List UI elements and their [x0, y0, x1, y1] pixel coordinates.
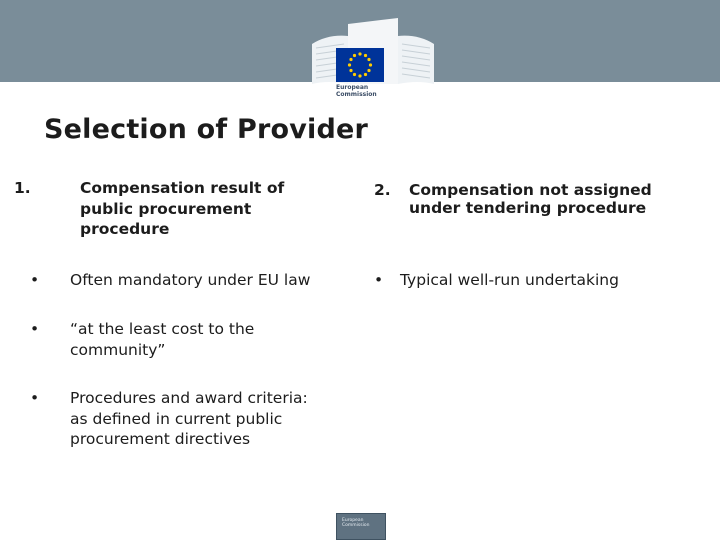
logo-caption-line1: European	[336, 84, 369, 91]
left-column-heading-line: Compensation result of	[80, 179, 285, 197]
right-column-number: 2.	[374, 181, 391, 199]
page-title: Selection of Provider	[44, 114, 369, 145]
footer-commission-badge	[336, 513, 386, 540]
left-column-heading	[14, 178, 334, 242]
list-item-text: community”	[70, 340, 166, 359]
list-item	[374, 270, 694, 292]
list-item	[30, 388, 350, 452]
right-column-heading-line: Compensation not assigned	[409, 181, 652, 199]
left-column-number: 1.	[14, 179, 31, 197]
logo-caption	[336, 84, 396, 98]
logo-caption-line2: Commission	[336, 91, 377, 98]
list-item-text: Often mandatory under EU law	[70, 271, 311, 289]
footer-badge-text: European Commission	[342, 518, 370, 528]
list-item-text: “at the least cost to the	[70, 320, 255, 338]
list-item	[30, 270, 340, 292]
right-column-heading	[374, 180, 704, 222]
list-item-text: as defined in current public	[70, 409, 283, 428]
list-item-text: Typical well-run undertaking	[400, 271, 619, 289]
bullet-marker: •	[30, 389, 40, 407]
left-column-heading-line: procedure	[80, 220, 170, 238]
list-item-text: Procedures and award criteria:	[70, 389, 308, 407]
right-column-heading-line: under tendering procedure	[409, 199, 647, 217]
left-column-heading-line: public procurement	[80, 199, 252, 218]
bullet-marker: •	[30, 271, 40, 289]
list-item-text: procurement directives	[70, 430, 251, 448]
bullet-marker: •	[30, 320, 40, 338]
list-item	[30, 319, 340, 361]
bullet-marker: •	[374, 271, 384, 289]
